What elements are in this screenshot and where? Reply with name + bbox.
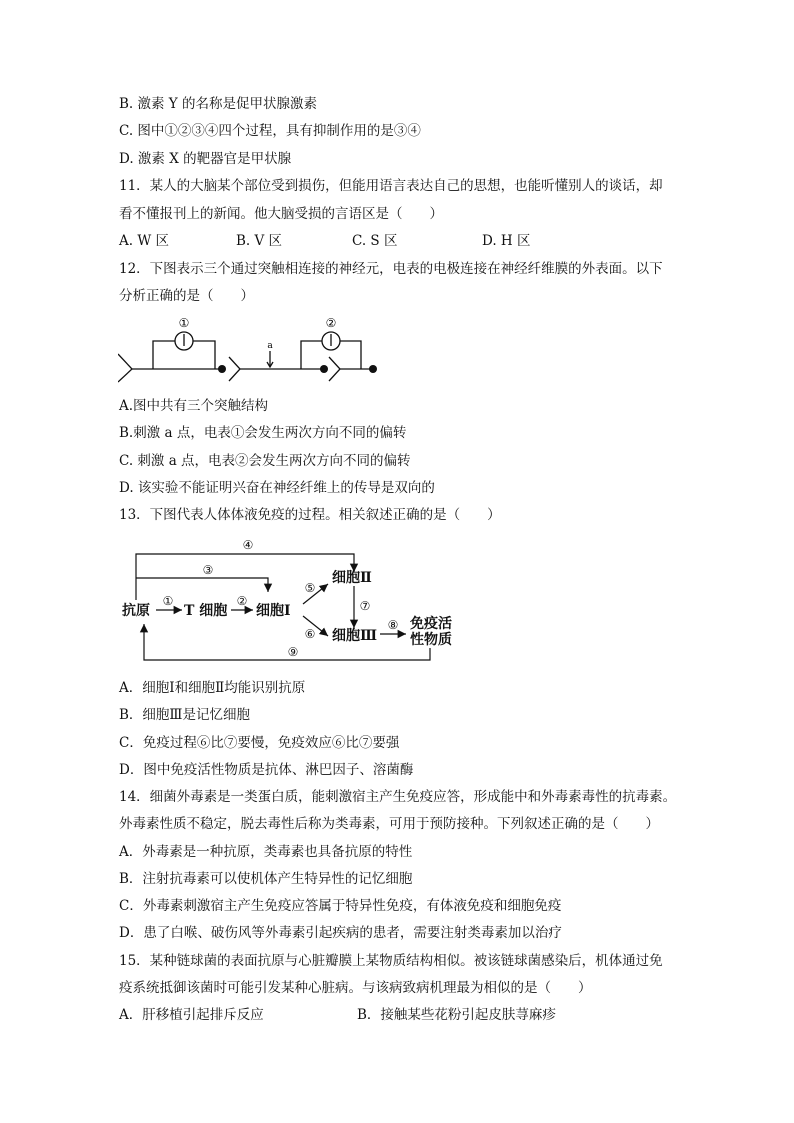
q15-option-a: A．肝移植引起排斥反应 — [119, 1007, 264, 1023]
label-2: ② — [236, 594, 248, 608]
label-9: ⑨ — [287, 645, 299, 659]
q12-option-b: B.刺激 a 点，电表①会发生两次方向不同的偏转 — [119, 425, 407, 441]
label-5: ⑤ — [304, 581, 316, 595]
q11-option-b: B. V 区 — [236, 233, 283, 249]
q10-option-c: C. 图中①②③④四个过程，具有抑制作用的是③④ — [119, 123, 421, 139]
q13-option-d: D．图中免疫活性物质是抗体、淋巴因子、溶菌酶 — [119, 762, 414, 778]
q11-stem-line-2: 看不懂报刊上的新闻。他大脑受损的言语区是（ ） — [119, 206, 443, 222]
node-cell-2: 细胞Ⅱ — [332, 570, 372, 586]
label-7: ⑦ — [359, 599, 371, 613]
q13-immune-diagram — [118, 530, 463, 666]
node-cell-3: 细胞Ⅲ — [332, 628, 378, 644]
label-3: ③ — [202, 563, 214, 577]
q12-stem-line-1: 12．下图表示三个通过突触相连接的神经元，电表的电极连接在神经纤维膜的外表面。以下 — [119, 261, 663, 277]
q15-stem-line-2: 疫系统抵御该菌时可能引发某种心脏病。与该病致病机理最为相似的是（ ） — [119, 980, 592, 996]
arrow-3 — [136, 578, 268, 592]
node-t-cell: T 细胞 — [184, 603, 228, 619]
q11-option-c: C. S 区 — [352, 233, 398, 249]
q14-option-b: B．注射抗毒素可以使机体产生特异性的记忆细胞 — [119, 871, 413, 887]
node-active-substance-2: 性物质 — [410, 632, 452, 648]
q11-stem-line-1: 11．某人的大脑某个部位受到损伤，但能用语言表达自己的思想，也能听懂别人的谈话，却 — [119, 178, 663, 194]
q13-option-c: C．免疫过程⑥比⑦要慢，免疫效应⑥比⑦要强 — [119, 735, 400, 751]
q12-stem-line-2: 分析正确的是（ ） — [119, 288, 254, 304]
synapse-knob-3 — [369, 365, 377, 373]
q10-option-b: B. 激素 Y 的名称是促甲状腺激素 — [119, 96, 317, 112]
q15-stem-line-1: 15．某种链球菌的表面抗原与心脏瓣膜上某物质结构相似。被该链球菌感染后，机体通过免 — [119, 953, 663, 969]
q11-option-a: A. W 区 — [119, 233, 169, 249]
node-cell-1: 细胞Ⅰ — [256, 603, 291, 619]
neuron-2-dendrite — [229, 357, 240, 381]
q12-option-a: A.图中共有三个突触结构 — [119, 398, 269, 414]
q14-stem-line-2: 外毒素性质不稳定，脱去毒性后称为类毒素，可用于预防接种。下列叙述正确的是（ ） — [119, 816, 659, 832]
q13-option-a: A．细胞Ⅰ和细胞Ⅱ均能识别抗原 — [119, 680, 306, 696]
label-8: ⑧ — [387, 618, 399, 632]
q11-option-d: D. H 区 — [482, 233, 531, 249]
point-a-label: a — [267, 341, 273, 351]
q10-option-d: D. 激素 X 的靶器官是甲状腺 — [119, 151, 292, 167]
q12-option-d: D. 该实验不能证明兴奋在神经纤维上的传导是双向的 — [119, 480, 435, 496]
q14-stem-line-1: 14．细菌外毒素是一类蛋白质，能刺激宿主产生免疫应答，形成能中和外毒素毒性的抗毒素。 — [119, 789, 677, 805]
label-1: ① — [162, 594, 174, 608]
q14-option-a: A．外毒素是一种抗原，类毒素也具备抗原的特性 — [119, 844, 413, 860]
synapse-knob-1 — [218, 365, 226, 373]
neuron-3-dendrite — [329, 357, 340, 381]
label-6: ⑥ — [304, 627, 316, 641]
synapse-knob-2 — [320, 365, 328, 373]
q14-option-d: D．患了白喉、破伤风等外毒素引起疾病的患者，需要注射类毒素加以治疗 — [119, 925, 562, 941]
label-4: ④ — [242, 538, 254, 552]
node-antigen: 抗原 — [122, 603, 150, 619]
q13-stem: 13．下图代表人体体液免疫的过程。相关叙述正确的是（ ） — [119, 507, 501, 523]
node-active-substance-1: 免疫活 — [410, 616, 452, 632]
neuron-1-dendrite — [118, 354, 132, 382]
meter-2-label: ② — [325, 316, 337, 330]
q12-neuron-diagram — [118, 313, 388, 385]
q14-option-c: C．外毒素刺激宿主产生免疫应答属于特异性免疫，有体液免疫和细胞免疫 — [119, 898, 562, 914]
q13-option-b: B．细胞Ⅲ是记忆细胞 — [119, 707, 250, 723]
q12-option-c: C. 刺激 a 点，电表②会发生两次方向不同的偏转 — [119, 453, 411, 469]
meter-1-label: ① — [178, 316, 190, 330]
q15-option-b: B．接触某些花粉引起皮肤荨麻疹 — [357, 1007, 556, 1023]
